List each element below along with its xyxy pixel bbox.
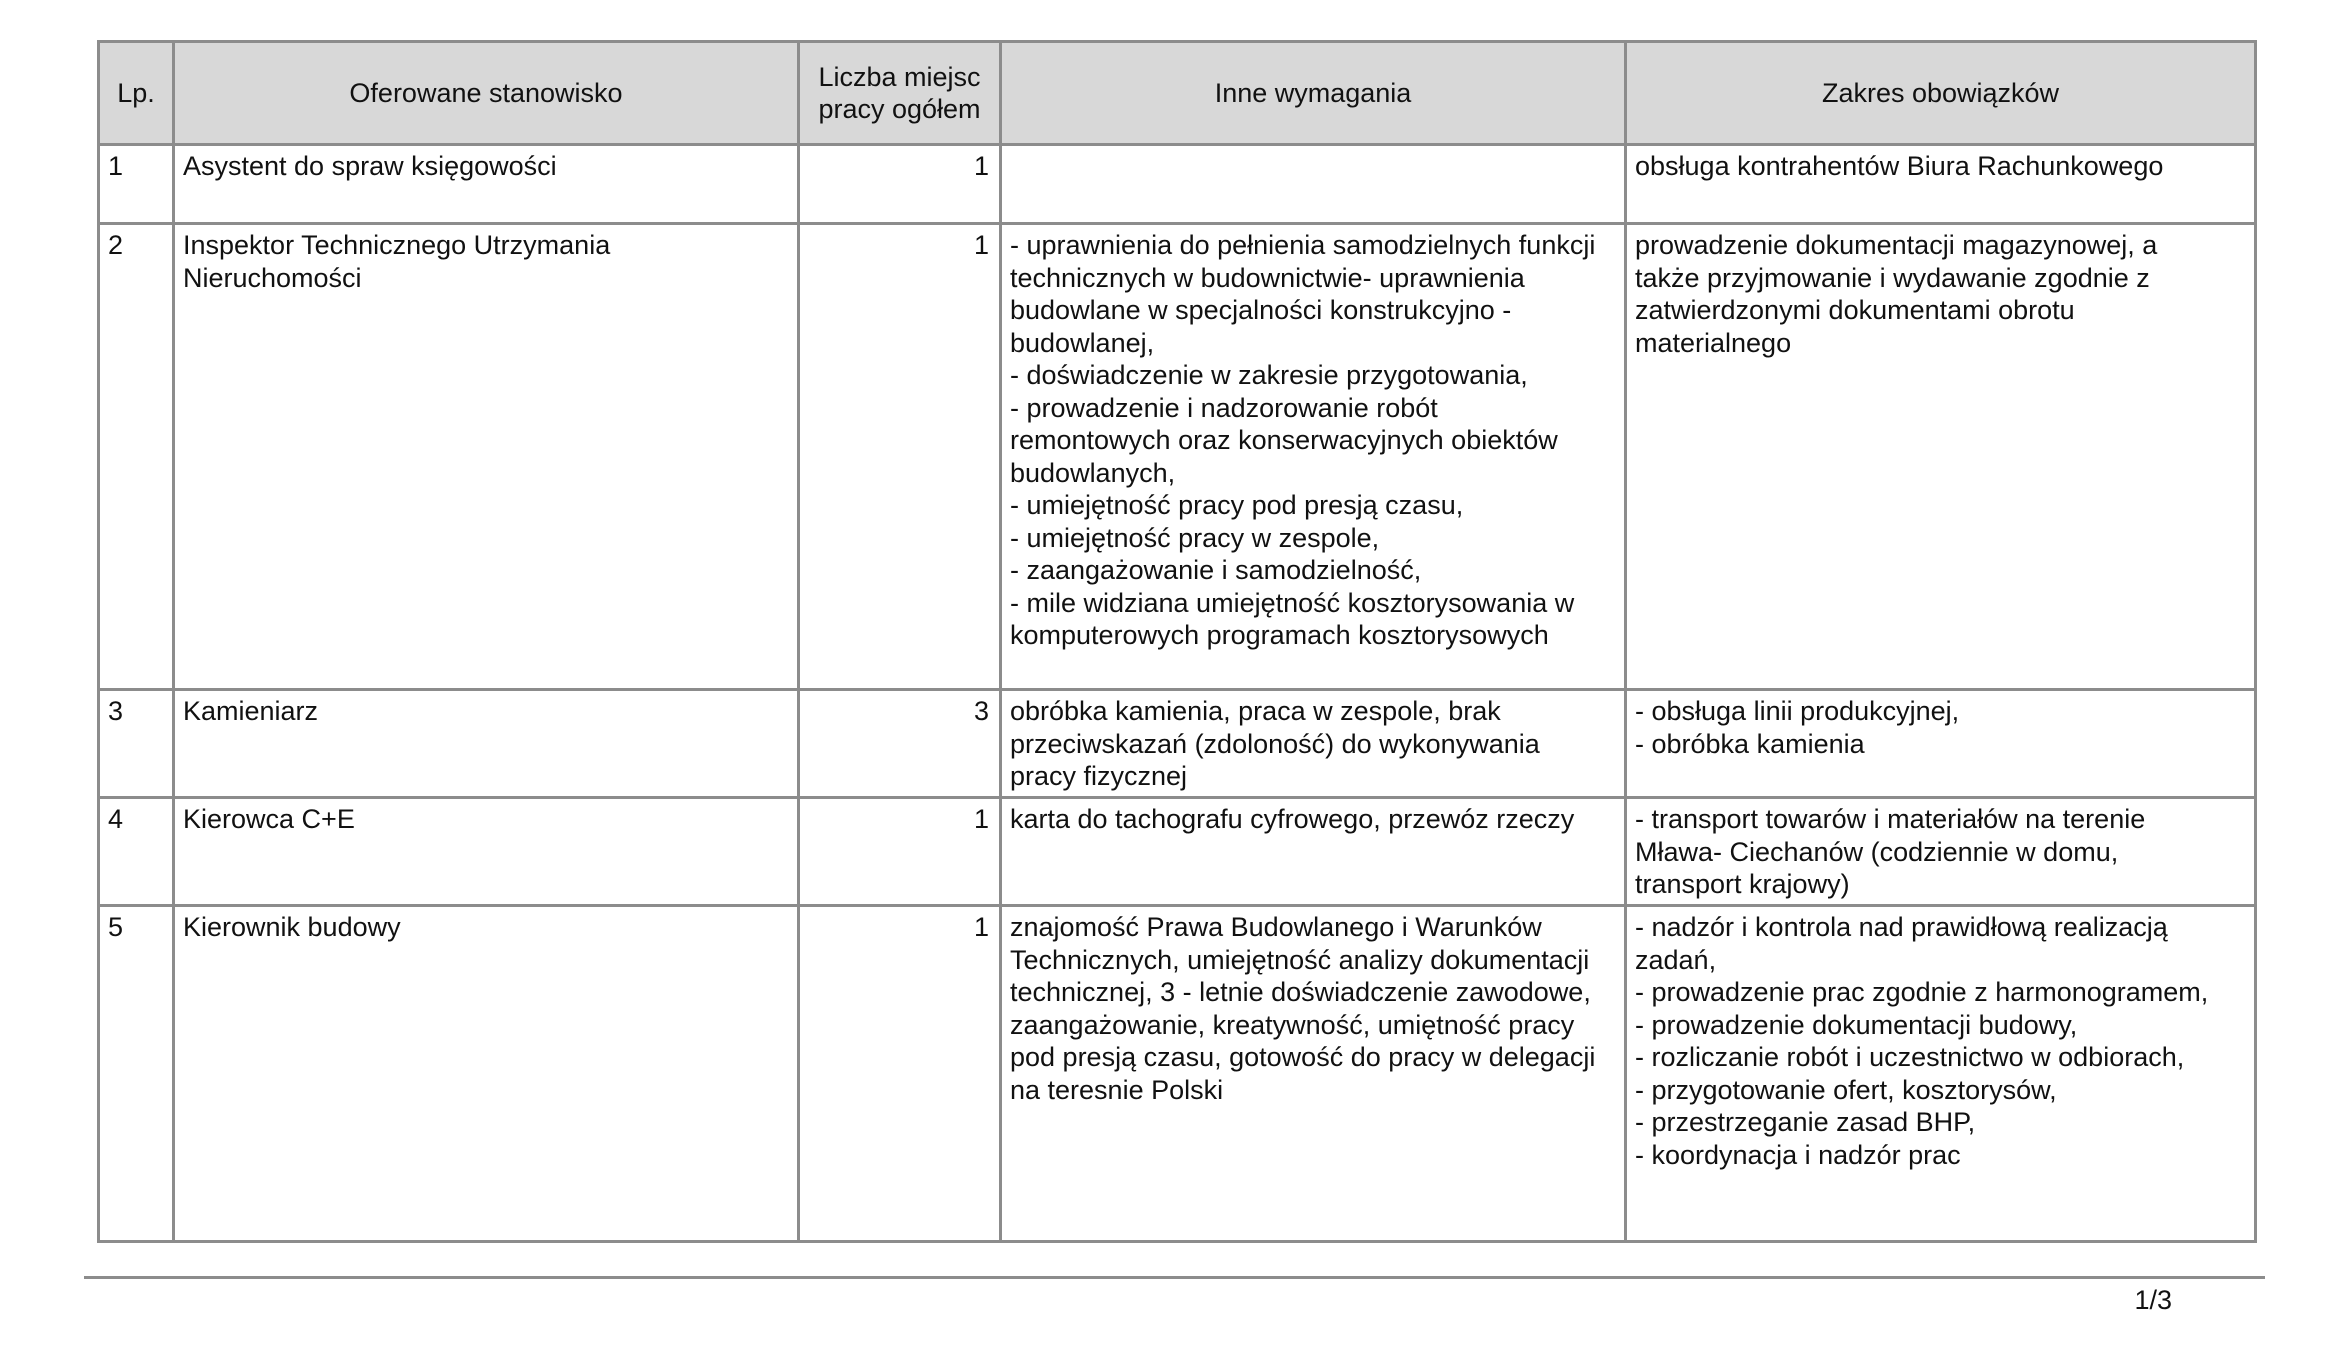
cell-position: Kamieniarz [174,690,799,798]
cell-lp: 2 [99,224,174,690]
cell-duties: obsługa kontrahentów Biura Rachunkowego [1626,145,2256,224]
cell-requirements: karta do tachografu cyfrowego, przewóz rzeczy [1001,798,1626,906]
cell-requirements: obróbka kamienia, praca w zespole, brak przeciwskazań (zdoloność) do wykonywania pracy fizycznej [1001,690,1626,798]
table-row [99,798,2256,906]
cell-lp: 3 [99,690,174,798]
cell-duties: - obsługa linii produkcyjnej, - obróbka kamienia [1626,690,2256,798]
cell-position: Inspektor Technicznego Utrzymania Nieruchomości [174,224,799,690]
header-duties: Zakres obowiązków [1626,42,2256,145]
cell-duties: prowadzenie dokumentacji magazynowej, a także przyjmowanie i wydawanie zgodnie z zatwierdzonymi dokumentami obrotu materialnego [1626,224,2256,690]
cell-position: Kierownik budowy [174,906,799,1242]
cell-duties: - transport towarów i materiałów na terenie Mława- Ciechanów (codziennie w domu, transport krajowy) [1626,798,2256,906]
table-row [99,906,2256,1242]
job-offers-table [97,40,2257,1243]
page-number: 1/3 [2134,1285,2172,1315]
cell-requirements: znajomość Prawa Budowlanego i Warunków Technicznych, umiejętność analizy dokumentacji technicznej, 3 - letnie doświadczenie zawodowe, zaangażowanie, kreatywność, umiętność pracy pod presją czasu, gotowość do pracy w delegacji na teresnie Polski [1001,906,1626,1242]
header-position: Oferowane stanowisko [174,42,799,145]
header-count: Liczba miejsc pracy ogółem [799,42,1001,145]
cell-count: 1 [799,798,1001,906]
table-row [99,690,2256,798]
table-row [99,145,2256,224]
cell-count: 1 [799,224,1001,690]
header-lp: Lp. [99,42,174,145]
cell-count: 1 [799,145,1001,224]
cell-lp: 4 [99,798,174,906]
footer-divider [84,1276,2265,1279]
cell-count: 1 [799,906,1001,1242]
table-row [99,224,2256,690]
table-header-row [99,42,2256,145]
cell-position: Asystent do spraw księgowości [174,145,799,224]
cell-requirements [1001,145,1626,224]
cell-lp: 1 [99,145,174,224]
cell-count: 3 [799,690,1001,798]
cell-duties: - nadzór i kontrola nad prawidłową realizacją zadań, - prowadzenie prac zgodnie z harmonogramem, - prowadzenie dokumentacji budowy, - rozliczanie robót i uczestnictwo w odbiorach, - przygotowanie ofert, kosztorysów, - przestrzeganie zasad BHP, - koordynacja i nadzór prac [1626,906,2256,1242]
cell-requirements: - uprawnienia do pełnienia samodzielnych funkcji technicznych w budownictwie- uprawnienia budowlane w specjalności konstrukcyjno - budowlanej, - doświadczenie w zakresie przygotowania, - prowadzenie i nadzorowanie robót remontowych oraz konserwacyjnych obiektów budowlanych, - umiejętność pracy pod presją czasu, - umiejętność pracy w zespole, - zaangażowanie i samodzielność, - mile widziana umiejętność kosztorysowania w komputerowych programach kosztorysowych [1001,224,1626,690]
cell-lp: 5 [99,906,174,1242]
header-requirements: Inne wymagania [1001,42,1626,145]
cell-position: Kierowca C+E [174,798,799,906]
